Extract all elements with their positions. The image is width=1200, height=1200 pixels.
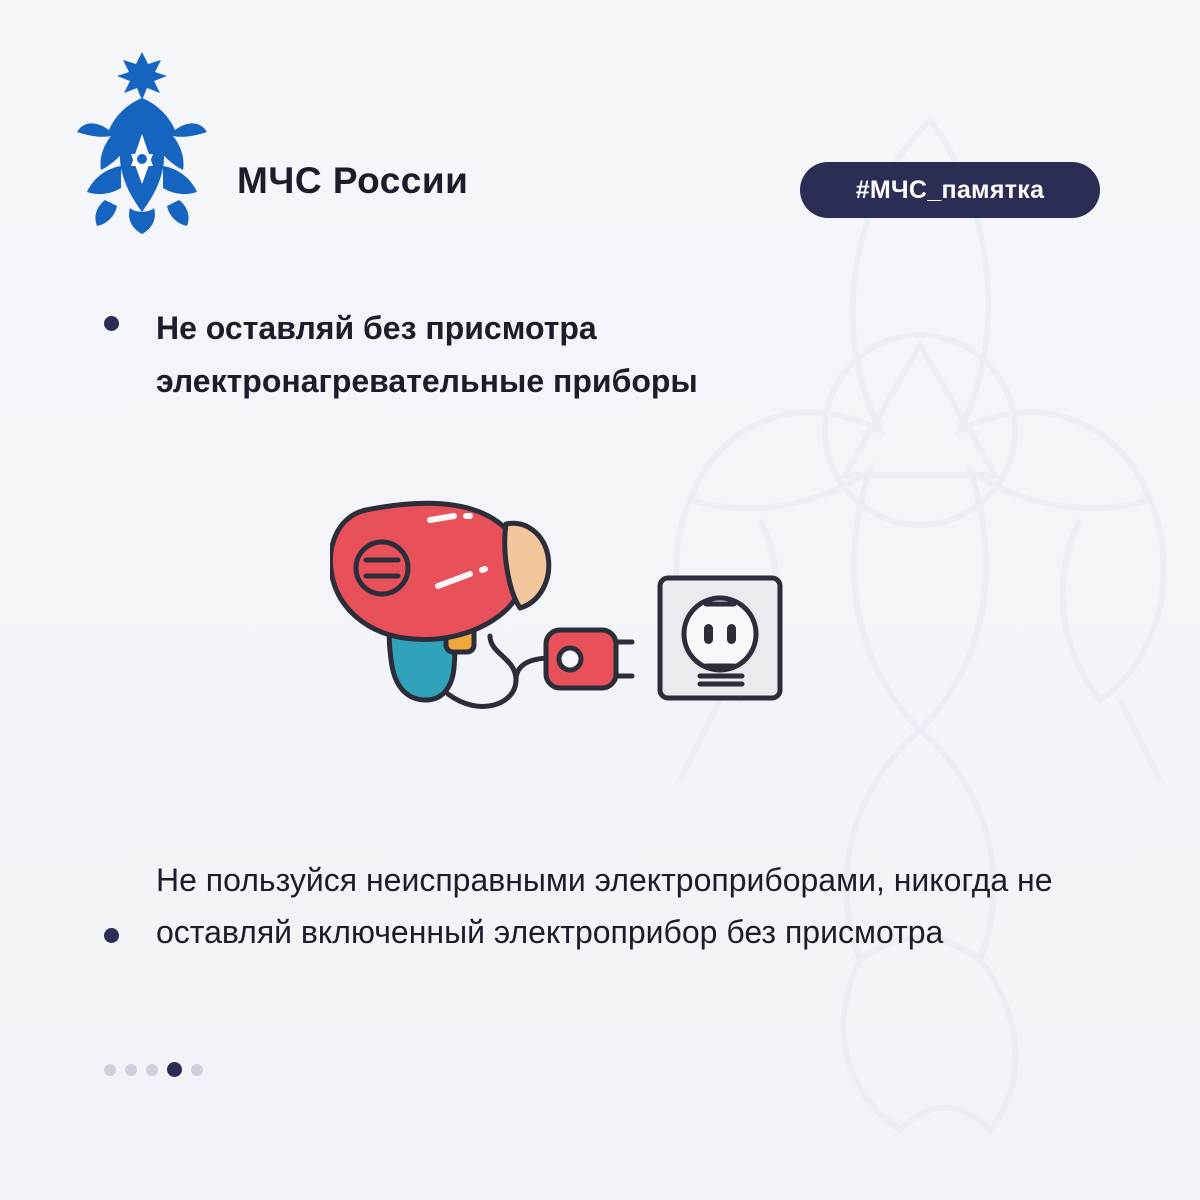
pager-dot[interactable] <box>104 1064 116 1076</box>
bullet-text-1: Не оставляй без присмотра электронагревательные приборы <box>156 310 698 399</box>
pager-dot[interactable] <box>125 1064 137 1076</box>
hashtag-label: #МЧС_памятка <box>855 175 1045 204</box>
bullet-dot-icon <box>104 928 119 943</box>
bullet-item-1 <box>104 302 1114 408</box>
hashtag-badge <box>800 162 1100 218</box>
header <box>0 42 1200 212</box>
brand-title: МЧС России <box>237 160 469 201</box>
mchs-emblem-icon <box>75 50 210 235</box>
pager-dot[interactable] <box>167 1062 182 1077</box>
pager-dot[interactable] <box>191 1064 203 1076</box>
pager-dot[interactable] <box>146 1064 158 1076</box>
bullet-text-2: Не пользуйся неисправными электроприборами, никогда не оставляй включенный электроприбор без присмотра <box>156 862 1053 950</box>
hairdryer-and-socket-illustration <box>330 490 830 750</box>
carousel-pager[interactable] <box>104 1062 203 1077</box>
bullet-item-2 <box>104 855 1134 959</box>
bullet-dot-icon <box>104 316 119 331</box>
